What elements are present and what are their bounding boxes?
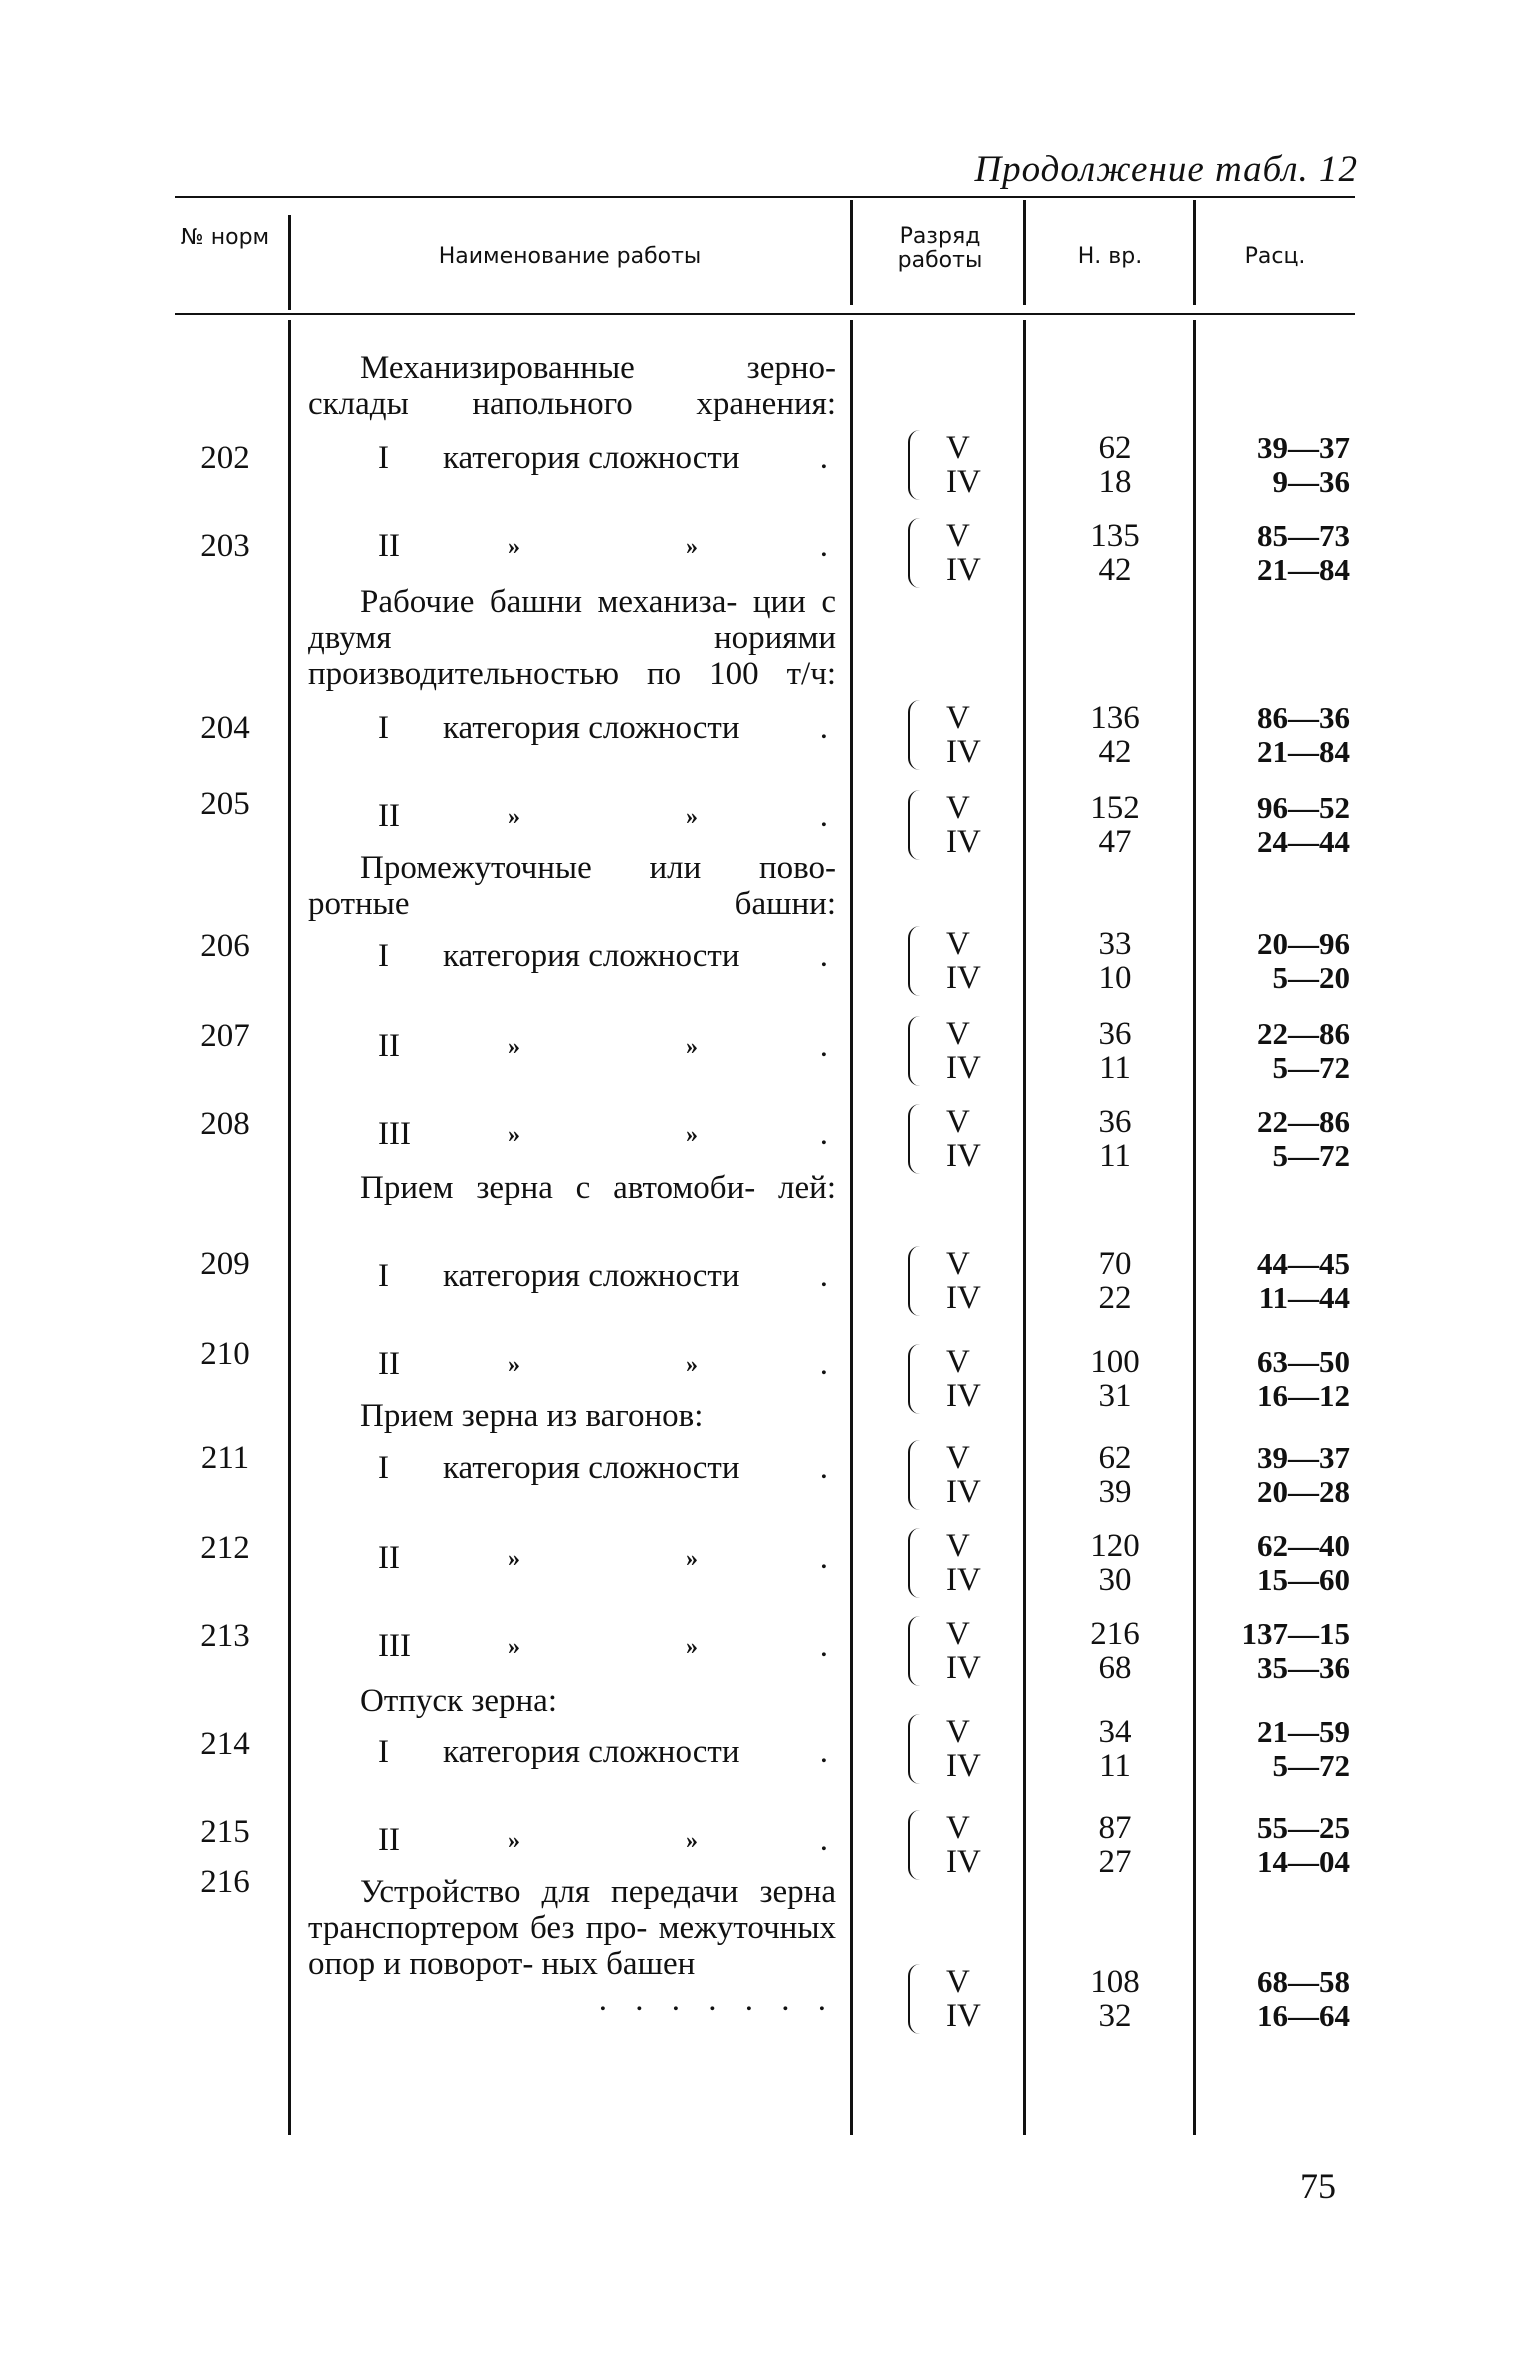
- category-label: категория сложности: [443, 440, 740, 476]
- rate-low: 5—20: [1272, 960, 1350, 995]
- ditto-mark: »: [508, 1352, 520, 1378]
- norm-number: 210: [200, 1336, 250, 1372]
- time-low: 22: [1098, 1280, 1132, 1316]
- rate-high: 63—50: [1257, 1344, 1350, 1379]
- ditto-mark: »: [508, 1828, 520, 1854]
- ditto-mark: »: [686, 1034, 698, 1060]
- rate-low: 11—44: [1258, 1280, 1350, 1315]
- leader-dot: .: [819, 938, 828, 974]
- norm-number: 206: [200, 928, 250, 964]
- group-title: Прием зерна с автомоби- лей:: [360, 1170, 836, 1206]
- time-high: 36: [1098, 1016, 1132, 1052]
- grade-low: IV: [946, 824, 981, 860]
- leader-dot: .: [819, 1822, 828, 1858]
- grade-high: V: [946, 1528, 970, 1564]
- time-low: 31: [1098, 1378, 1132, 1414]
- grade-low: IV: [946, 1474, 981, 1510]
- rate-low: 9—36: [1272, 464, 1350, 499]
- category-numeral: III: [378, 1116, 411, 1152]
- group-title: Промежуточные или пово- ротные башни:: [308, 850, 836, 922]
- time-high: 120: [1090, 1528, 1140, 1564]
- rate-low: 14—04: [1257, 1844, 1350, 1879]
- group-title: Отпуск зерна:: [360, 1683, 558, 1719]
- leader-dot: .: [819, 1028, 828, 1064]
- rate-low: 5—72: [1272, 1138, 1350, 1173]
- group-title: Рабочие башни механиза- ции с двумя нориями производительностью по 100 т/ч:: [308, 584, 836, 692]
- grade-high: V: [946, 700, 970, 736]
- time-low: 27: [1098, 1844, 1132, 1880]
- brace-icon: [908, 1016, 924, 1086]
- category-label: категория сложности: [443, 1258, 740, 1294]
- time-high: 152: [1090, 790, 1140, 826]
- grade-high: V: [946, 518, 970, 554]
- grade-low: IV: [946, 1280, 981, 1316]
- page-number: 75: [1300, 2166, 1336, 2206]
- grade-low: IV: [946, 552, 981, 588]
- time-low: 32: [1098, 1998, 1132, 2034]
- grade-low: IV: [946, 1050, 981, 1086]
- leader-dot: .: [819, 1346, 828, 1382]
- grade-low: IV: [946, 1844, 981, 1880]
- grade-low: IV: [946, 1562, 981, 1598]
- ditto-mark: »: [508, 1546, 520, 1572]
- category-numeral: II: [378, 1346, 400, 1382]
- rate-low: 5—72: [1272, 1748, 1350, 1783]
- leader-dot: .: [819, 1258, 828, 1294]
- brace-icon: [908, 1964, 924, 2034]
- category-numeral: II: [378, 528, 400, 564]
- rate-high: 20—96: [1257, 926, 1350, 961]
- column-separator: [1193, 200, 1196, 305]
- category-numeral: I: [378, 1734, 389, 1770]
- brace-icon: [908, 1246, 924, 1316]
- brace-icon: [908, 1104, 924, 1174]
- leader-dot: .: [819, 798, 828, 834]
- rate-low: 21—84: [1257, 552, 1350, 587]
- header-norm: № норм: [180, 225, 270, 250]
- category-numeral: I: [378, 440, 389, 476]
- brace-icon: [908, 1528, 924, 1598]
- header-top-rule: [175, 196, 1355, 198]
- grade-high: V: [946, 1246, 970, 1282]
- ditto-mark: »: [508, 534, 520, 560]
- rate-high: 62—40: [1257, 1528, 1350, 1563]
- column-separator: [850, 200, 853, 305]
- category-label: категория сложности: [443, 1450, 740, 1486]
- time-high: 62: [1098, 1440, 1132, 1476]
- ditto-mark: »: [686, 1634, 698, 1660]
- rate-high: 68—58: [1257, 1964, 1350, 1999]
- rate-high: 96—52: [1257, 790, 1350, 825]
- grade-high: V: [946, 790, 970, 826]
- column-separator: [288, 320, 291, 2135]
- grade-high: V: [946, 430, 970, 466]
- brace-icon: [908, 430, 924, 500]
- grade-high: V: [946, 1810, 970, 1846]
- column-separator: [1023, 320, 1026, 2135]
- ditto-mark: »: [686, 534, 698, 560]
- brace-icon: [908, 1714, 924, 1784]
- table-caption: Продолжение табл. 12: [974, 149, 1358, 190]
- time-high: 33: [1098, 926, 1132, 962]
- time-low: 11: [1099, 1050, 1131, 1086]
- leader-dot: .: [819, 1450, 828, 1486]
- grade-high: V: [946, 1964, 970, 2000]
- category-label: категория сложности: [443, 1734, 740, 1770]
- rate-low: 35—36: [1257, 1650, 1350, 1685]
- leader-dot: .: [819, 528, 828, 564]
- brace-icon: [908, 1344, 924, 1414]
- ditto-mark: »: [508, 1122, 520, 1148]
- ditto-mark: »: [508, 1634, 520, 1660]
- grade-low: IV: [946, 1998, 981, 2034]
- rate-high: 21—59: [1257, 1714, 1350, 1749]
- grade-low: IV: [946, 1138, 981, 1174]
- header-bottom-rule: [175, 313, 1355, 315]
- leader-dots: . . . . . . .: [598, 1982, 836, 2018]
- norm-number: 203: [200, 528, 250, 564]
- header-grade: Разряд работы: [897, 224, 983, 274]
- rate-high: 39—37: [1257, 1440, 1350, 1475]
- category-numeral: I: [378, 1258, 389, 1294]
- group-title: Прием зерна из вагонов:: [360, 1398, 704, 1434]
- grade-high: V: [946, 1616, 970, 1652]
- rate-low: 5—72: [1272, 1050, 1350, 1085]
- time-low: 47: [1098, 824, 1132, 860]
- time-high: 62: [1098, 430, 1132, 466]
- leader-dot: .: [819, 1116, 828, 1152]
- brace-icon: [908, 1440, 924, 1510]
- header-time: Н. вр.: [1077, 244, 1143, 269]
- norm-number: 213: [200, 1618, 250, 1654]
- time-low: 18: [1098, 464, 1132, 500]
- time-low: 68: [1098, 1650, 1132, 1686]
- time-low: 30: [1098, 1562, 1132, 1598]
- time-high: 36: [1098, 1104, 1132, 1140]
- ditto-mark: »: [508, 804, 520, 830]
- time-high: 108: [1090, 1964, 1140, 2000]
- grade-low: IV: [946, 1378, 981, 1414]
- brace-icon: [908, 700, 924, 770]
- ditto-mark: »: [686, 1352, 698, 1378]
- time-low: 42: [1098, 552, 1132, 588]
- rate-high: 39—37: [1257, 430, 1350, 465]
- norm-number: 214: [200, 1726, 250, 1762]
- rate-high: 137—15: [1241, 1616, 1350, 1651]
- time-high: 70: [1098, 1246, 1132, 1282]
- rate-high: 22—86: [1257, 1016, 1350, 1051]
- rate-high: 55—25: [1257, 1810, 1350, 1845]
- time-low: 11: [1099, 1138, 1131, 1174]
- category-numeral: II: [378, 798, 400, 834]
- rate-high: 85—73: [1257, 518, 1350, 553]
- rate-low: 21—84: [1257, 734, 1350, 769]
- rate-low: 16—64: [1257, 1998, 1350, 2033]
- time-high: 136: [1090, 700, 1140, 736]
- grade-low: IV: [946, 1650, 981, 1686]
- rate-low: 15—60: [1257, 1562, 1350, 1597]
- rate-high: 22—86: [1257, 1104, 1350, 1139]
- category-numeral: III: [378, 1628, 411, 1664]
- time-high: 135: [1090, 518, 1140, 554]
- time-low: 11: [1099, 1748, 1131, 1784]
- norm-number: 212: [200, 1530, 250, 1566]
- category-numeral: I: [378, 938, 389, 974]
- grade-high: V: [946, 1440, 970, 1476]
- category-numeral: I: [378, 1450, 389, 1486]
- column-separator: [850, 320, 853, 2135]
- ditto-mark: »: [686, 1122, 698, 1148]
- norm-number: 209: [200, 1246, 250, 1282]
- brace-icon: [908, 518, 924, 588]
- ditto-mark: »: [508, 1034, 520, 1060]
- category-numeral: I: [378, 710, 389, 746]
- rate-high: 44—45: [1257, 1246, 1350, 1281]
- time-high: 100: [1090, 1344, 1140, 1380]
- leader-dot: .: [819, 710, 828, 746]
- time-high: 87: [1098, 1810, 1132, 1846]
- brace-icon: [908, 790, 924, 860]
- column-separator: [1023, 200, 1026, 305]
- rate-high: 86—36: [1257, 700, 1350, 735]
- time-low: 39: [1098, 1474, 1132, 1510]
- brace-icon: [908, 1616, 924, 1686]
- rate-low: 24—44: [1257, 824, 1350, 859]
- ditto-mark: »: [686, 1828, 698, 1854]
- group-title: Устройство для передачи зерна транспортером без про- межуточных опор и поворот- ных башен: [308, 1874, 836, 1982]
- grade-low: IV: [946, 1748, 981, 1784]
- time-high: 34: [1098, 1714, 1132, 1750]
- leader-dot: .: [819, 1628, 828, 1664]
- grade-low: IV: [946, 464, 981, 500]
- leader-dot: .: [819, 440, 828, 476]
- header-name: Наименование работы: [438, 244, 702, 269]
- norm-number: 207: [200, 1018, 250, 1054]
- ditto-mark: »: [686, 1546, 698, 1572]
- grade-high: V: [946, 926, 970, 962]
- grade-low: IV: [946, 960, 981, 996]
- column-separator: [288, 215, 291, 310]
- category-numeral: II: [378, 1822, 400, 1858]
- grade-high: V: [946, 1714, 970, 1750]
- norm-number: 204: [200, 710, 250, 746]
- grade-high: V: [946, 1344, 970, 1380]
- category-label: категория сложности: [443, 938, 740, 974]
- time-low: 10: [1098, 960, 1132, 996]
- category-label: категория сложности: [443, 710, 740, 746]
- header-rate: Расц.: [1244, 244, 1306, 269]
- rate-low: 20—28: [1257, 1474, 1350, 1509]
- norm-number: 216: [200, 1864, 250, 1900]
- ditto-mark: »: [686, 804, 698, 830]
- rate-low: 16—12: [1257, 1378, 1350, 1413]
- leader-dot: .: [819, 1734, 828, 1770]
- category-numeral: II: [378, 1540, 400, 1576]
- norm-number: 202: [200, 440, 250, 476]
- norm-number: 211: [200, 1440, 250, 1476]
- grade-low: IV: [946, 734, 981, 770]
- time-low: 42: [1098, 734, 1132, 770]
- grade-high: V: [946, 1104, 970, 1140]
- leader-dot: .: [819, 1540, 828, 1576]
- norm-number: 205: [200, 786, 250, 822]
- grade-high: V: [946, 1016, 970, 1052]
- group-title: Механизированные зерно- склады напольного хранения:: [308, 350, 836, 422]
- brace-icon: [908, 926, 924, 996]
- category-numeral: II: [378, 1028, 400, 1064]
- time-high: 216: [1090, 1616, 1140, 1652]
- brace-icon: [908, 1810, 924, 1880]
- norm-number: 208: [200, 1106, 250, 1142]
- norm-number: 215: [200, 1814, 250, 1850]
